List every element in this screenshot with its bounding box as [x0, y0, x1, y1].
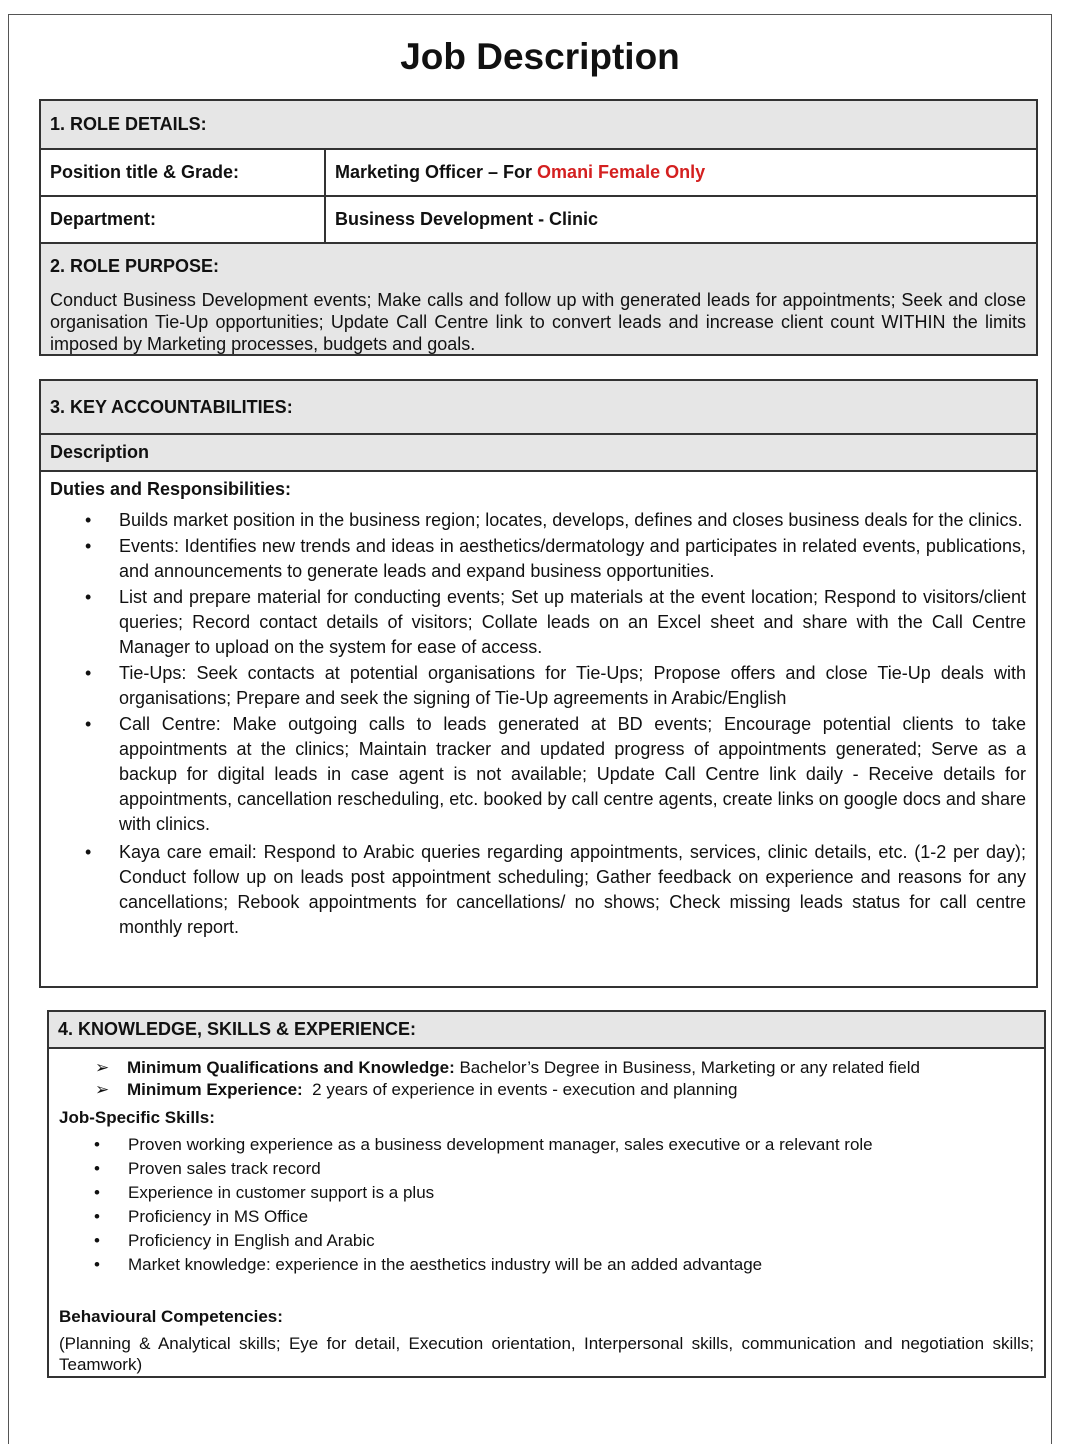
- role-purpose-heading: 2. ROLE PURPOSE:: [50, 256, 220, 276]
- qualification-value: Bachelor’s Degree in Business, Marketing or any related field: [454, 1058, 920, 1077]
- list-item: [94, 1157, 1034, 1181]
- duties-list: [85, 508, 1026, 940]
- list-item: [94, 1253, 1034, 1277]
- duty-text: Tie-Ups: Seek contacts at potential organisations for Tie-Ups; Propose offers and close Tie-Up deals with organisations; Prepare and seek the signing of Tie-Up agreements in Arabic/English: [119, 663, 1026, 708]
- bullet-icon: •: [85, 842, 92, 862]
- duty-text: Builds market position in the business region; locates, develops, defines and closes business deals for the clinics.: [119, 510, 1023, 530]
- duty-text: Events: Identifies new trends and ideas in aesthetics/dermatology and participates in related events, publications, and announcements to generate leads and expand business opportunities.: [119, 536, 1026, 581]
- knowledge-body: [49, 1047, 1044, 1376]
- bullet-icon: •: [85, 663, 92, 683]
- knowledge-heading: 4. KNOWLEDGE, SKILLS & EXPERIENCE:: [58, 1019, 417, 1039]
- role-details-heading: 1. ROLE DETAILS:: [50, 114, 207, 134]
- duty-text: Kaya care email: Respond to Arabic queries regarding appointments, services, clinic details, etc. (1-2 per day); Conduct follow up on leads post appointment scheduling; Gather feedback on experience and reasons for any cancellations; Rebook appointments for cancellations/ no shows; Check missing leads status for call centre monthly report.: [119, 842, 1026, 937]
- department-value: Business Development - Clinic: [335, 209, 599, 229]
- list-item: [85, 840, 1026, 940]
- skill-text: Proven sales track record: [128, 1159, 321, 1178]
- qualification-line: [95, 1057, 920, 1079]
- list-item: [94, 1133, 1034, 1157]
- bullet-icon: •: [85, 536, 92, 556]
- role-purpose-text: Conduct Business Development events; Make calls and follow up with generated leads for appointments; Seek and close organisation Tie-Up opportunities; Update Call Centre link to convert leads and increase client count WITHIN the limits imposed by Marketing processes, budgets and goals.: [50, 290, 1026, 354]
- duty-text: Call Centre: Make outgoing calls to leads generated at BD events; Encourage potential clients to take appointments at the clinics; Maintain tracker and updated progress of appointments generated; Serve as a backup for digital leads in case agent is not available; Update Call Centre link daily - Receive details for appointments, cancellation rescheduling, etc. booked by call centre agents, create links on google docs and share with clinics.: [119, 714, 1026, 834]
- bullet-icon: •: [94, 1183, 100, 1202]
- description-label: Description: [50, 442, 150, 462]
- experience-value: 2 years of experience in events - execution and planning: [302, 1080, 738, 1099]
- department-label: Department:: [41, 197, 326, 242]
- skill-text: Proficiency in MS Office: [128, 1207, 309, 1226]
- behaviour-text: (Planning & Analytical skills; Eye for detail, Execution orientation, Interpersonal skills, communication and negotiation skills; Teamwork): [59, 1334, 1034, 1374]
- list-item: [94, 1205, 1034, 1229]
- role-details-section: [39, 99, 1038, 356]
- list-item: [85, 508, 1026, 533]
- list-item: [85, 585, 1026, 660]
- position-value-cell: [326, 150, 1036, 195]
- bullet-icon: •: [85, 587, 92, 607]
- skill-text: Proficiency in English and Arabic: [128, 1231, 375, 1250]
- role-purpose-block: [41, 242, 1036, 354]
- duties-block: [41, 470, 1036, 986]
- list-item: [85, 661, 1026, 711]
- department-row: [41, 195, 1036, 242]
- bullet-icon: •: [94, 1255, 100, 1274]
- position-label: Position title & Grade:: [41, 150, 326, 195]
- skills-list: [94, 1133, 1034, 1277]
- skills-heading: Job-Specific Skills:: [59, 1108, 215, 1127]
- qualification-label: Minimum Qualifications and Knowledge:: [127, 1058, 455, 1077]
- list-item: [85, 534, 1026, 584]
- list-item: [94, 1229, 1034, 1253]
- bullet-icon: •: [94, 1207, 100, 1226]
- position-highlight: Omani Female Only: [537, 162, 706, 182]
- position-row: [41, 148, 1036, 195]
- experience-line: [95, 1079, 737, 1101]
- role-details-header-row: [41, 101, 1036, 148]
- bullet-icon: •: [94, 1159, 100, 1178]
- position-value: Marketing Officer – For: [335, 162, 538, 182]
- behaviour-heading: Behavioural Competencies:: [59, 1307, 283, 1326]
- description-row: [41, 433, 1036, 470]
- duty-text: List and prepare material for conducting events; Set up materials at the event location; Respond to visitors/client queries; Record contact details of visitors; Collate leads on an Excel sheet and share with the Call Centre Manager to upload on the system for ease of access.: [119, 587, 1026, 657]
- list-item: [94, 1181, 1034, 1205]
- key-accountabilities-header-row: [41, 381, 1036, 433]
- arrow-icon: ➢: [95, 1058, 110, 1077]
- arrow-icon: ➢: [95, 1080, 110, 1099]
- key-accountabilities-heading: 3. KEY ACCOUNTABILITIES:: [50, 396, 293, 417]
- duties-heading: Duties and Responsibilities:: [50, 479, 292, 499]
- bullet-icon: •: [85, 510, 92, 530]
- knowledge-section: [47, 1010, 1046, 1378]
- document-title: Job Description: [400, 36, 680, 77]
- experience-label: Minimum Experience:: [127, 1080, 303, 1099]
- skill-text: Proven working experience as a business development manager, sales executive or a relevant role: [128, 1135, 873, 1154]
- skill-text: Market knowledge: experience in the aesthetics industry will be an added advantage: [128, 1255, 763, 1274]
- key-accountabilities-section: [39, 379, 1038, 988]
- skill-text: Experience in customer support is a plus: [128, 1183, 435, 1202]
- bullet-icon: •: [85, 714, 92, 734]
- bullet-icon: •: [94, 1135, 100, 1154]
- knowledge-header-row: [49, 1012, 1044, 1047]
- list-item: [85, 712, 1026, 837]
- bullet-icon: •: [94, 1231, 100, 1250]
